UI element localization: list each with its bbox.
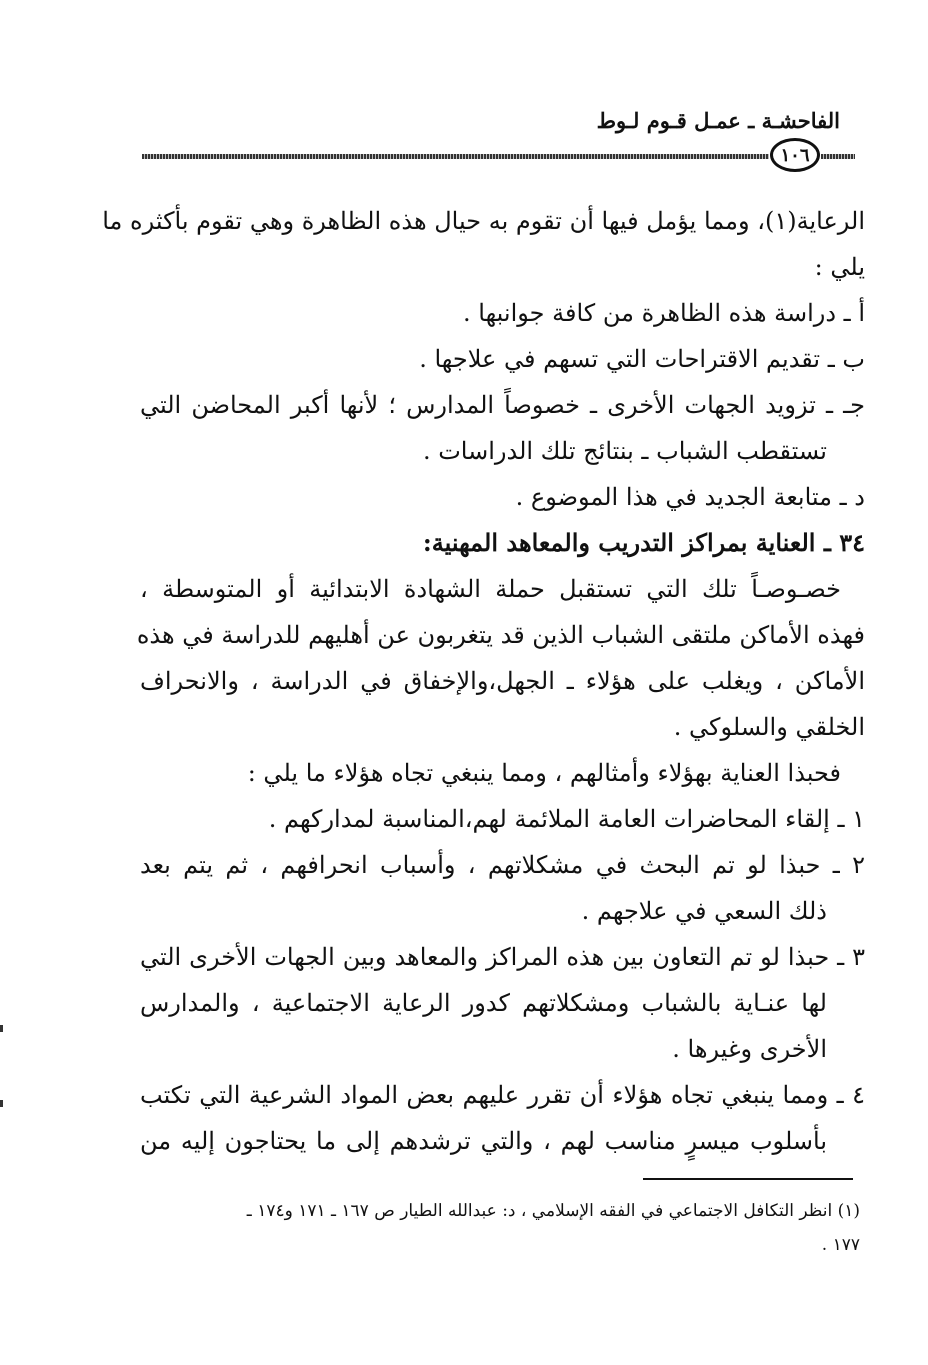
list-item-ba: ب ـ تقديم الاقتراحات التي تسهم في علاجها . — [419, 345, 865, 373]
footnote — [140, 1194, 860, 1262]
header-rule — [142, 154, 769, 159]
page-number-text: ١٠٦ — [780, 144, 810, 166]
list-item-jim: جـ ـ تزويد الجهات الأخرى ـ خصوصاً المدارس ؛ لأنها أكبر المحاضن التي — [140, 391, 865, 419]
body-text — [102, 198, 865, 1164]
numbered-item-3-continuation: الأخرى وغيرها . — [672, 1035, 827, 1063]
section-heading: ٣٤ ـ العناية بمراكز التدريب والمعاهد المهنية: — [422, 528, 865, 557]
paragraph-line: فهذه الأماكن ملتقى الشباب الذين قد يتغربون عن أهليهم للدراسة في هذه — [136, 621, 865, 649]
numbered-item-3-continuation: لها عنـاية بالشباب ومشكلاتهم كدور الرعاية الاجتماعية ، والمدارس — [140, 989, 827, 1017]
scan-mark — [0, 1025, 3, 1032]
footnote-rule — [643, 1178, 853, 1180]
numbered-item-2: ٢ ـ حبذا لو تم البحث في مشكلاتهم ، وأسباب انحرافهم ، ثم يتم بعد — [140, 851, 865, 879]
paragraph-line: فحبذا العناية بهؤلاء وأمثالهم ، ومما ينبغي تجاه هؤلاء ما يلي : — [247, 759, 841, 787]
numbered-item-3: ٣ ـ حبذا لو تم التعاون بين هذه المراكز والمعاهد وبين الجهات الأخرى التي — [140, 943, 865, 971]
list-item-dal: د ـ متابعة الجديد في هذا الموضوع . — [515, 483, 865, 511]
list-item-jim-continuation: تستقطب الشباب ـ بنتائج تلك الدراسات . — [422, 437, 827, 465]
paragraph-line: الخلقي والسلوكي . — [673, 713, 865, 741]
page-number — [770, 138, 820, 172]
footnote-line: ١٧٧ . — [821, 1235, 860, 1255]
paragraph-line: الرعاية(١)، ومما يؤمل فيها أن تقوم به حيال هذه الظاهرة وهي تقوم بأكثره ما — [102, 207, 865, 235]
scan-mark — [0, 1100, 3, 1107]
numbered-item-1: ١ ـ إلقاء المحاضرات العامة الملائمة لهم،المناسبة لمداركهم . — [268, 805, 865, 833]
paragraph-line: يلي : — [814, 253, 865, 281]
running-title: الفاحشـة ـ عمـل قـوم لـوط — [596, 108, 840, 133]
list-item-alif: أ ـ دراسة هذه الظاهرة من كافة جوانبها . — [463, 299, 865, 327]
numbered-item-2-continuation: ذلك السعي في علاجهم . — [581, 897, 827, 925]
header-rule-short — [821, 154, 855, 159]
paragraph-line: الأماكن ، ويغلب على هؤلاء ـ الجهل،والإخفاق في الدراسة ، والانحراف — [140, 667, 865, 695]
numbered-item-4: ٤ ـ ومما ينبغي تجاه هؤلاء أن تقرر عليهم بعض المواد الشرعية التي تكتب — [140, 1081, 865, 1109]
footnote-line: (١) انظر التكافل الاجتماعي في الفقه الإسلامي ، د: عبدالله الطيار ص ١٦٧ ـ ١٧١ و١٧٤ ـ — [246, 1201, 860, 1221]
paragraph-line: خصـوصـاً تلك التي تستقبل حملة الشهادة الابتدائية أو المتوسطة ، — [140, 575, 841, 603]
numbered-item-4-continuation: بأسلوب ميسرٍ مناسب لهم ، والتي ترشدهم إلى ما يحتاجون إليه من — [140, 1127, 827, 1155]
